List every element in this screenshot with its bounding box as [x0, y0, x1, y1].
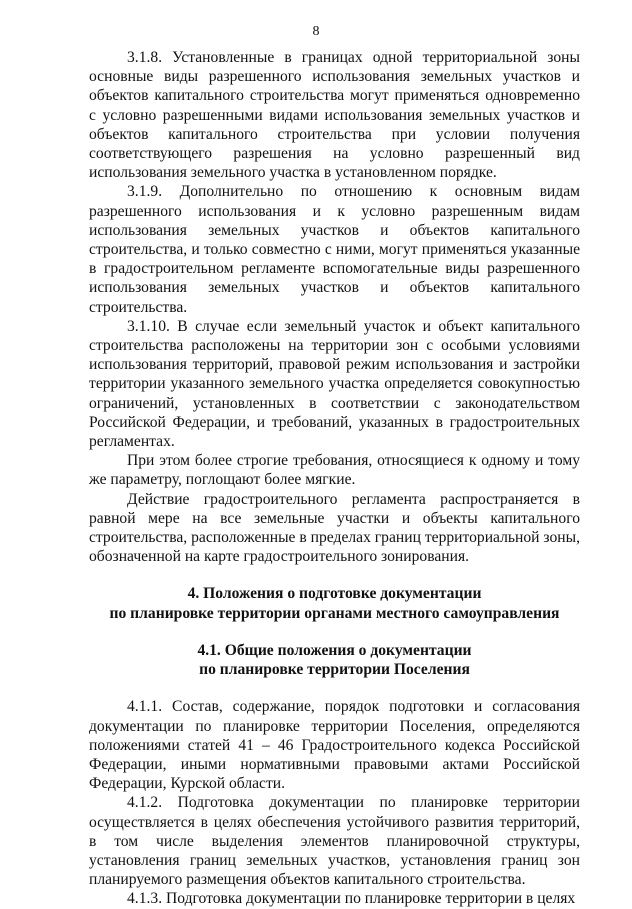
section-4-1-heading-line-1: 4.1. Общие положения о документации [197, 641, 472, 659]
paragraph-strict-requirements: При этом более строгие требования, относящиеся к одному и тому же параметру, поглощают более мягкие. [89, 452, 580, 489]
paragraph-3-1-8: 3.1.8. Установленные в границах одной территориальной зоны основные виды разрешенного использования земельных участков и объектов капитального строительства могут применяться одновременно с условно разрешенными видами использования земельных участков и объектов капитального строительства при условии получения соответствующего разрешения на условно разрешенный вид использования земельного участка в установленном порядке. [89, 49, 580, 182]
document-body [89, 48, 580, 909]
paragraph-4-1-2: 4.1.2. Подготовка документации по планировке территории осуществляется в целях обеспечения устойчивого развития территорий, в том числе выделения элементов планировочной структуры, установления границ земельных участков, установления границ зон планируемого размещения объектов капитального строительства. [89, 794, 580, 889]
paragraph-3-1-10: 3.1.10. В случае если земельный участок и объект капитального строительства расположены на территории зон с особыми условиями использования территорий, правовой режим использования и застройки территории указанного земельного участка определяется совокупностью ограничений, установленных в соответствии с законодательством Российской Федерации, и требований, указанных в градостроительных регламентах. [89, 317, 580, 451]
paragraph-4-1-3: 4.1.3. Подготовка документации по планировке территории в целях [127, 890, 576, 908]
section-4-1-heading [89, 641, 580, 679]
paragraph-regulation-scope: Действие градостроительного регламента распространяется в равной мере на все земельные участки и объекты капитального строительства, расположенные в пределах границ территориальной зоны, обозначенной на карте градостроительного зонирования. [89, 490, 580, 566]
paragraph-4-1-1: 4.1.1. Состав, содержание, порядок подготовки и согласования документации по планировке территории Поселения, определяются положениями статей 41 – 46 Градостроительного кодекса Российской Федерации, иными нормативными правовыми актами Российской Федерации, Курской области. [89, 698, 580, 793]
paragraph-3-1-9: 3.1.9. Дополнительно по отношению к основным видам разрешенного использования и к условно разрешенным видам использования земельных участков и объектов капитального строительства, и только совместно с ними, могут применяться указанные в градостроительном регламенте вспомогательные виды разрешенного использования земельных участков и объектов капитального строительства. [89, 183, 580, 316]
section-4-heading-line-2: по планировке территории органами местного самоуправления [109, 604, 560, 622]
section-4-heading-line-1: 4. Положения о подготовке документации [187, 585, 482, 603]
page-number: 8 [312, 24, 320, 39]
section-4-heading [89, 584, 580, 622]
section-4-1-heading-line-2: по планировке территории Поселения [199, 661, 470, 679]
